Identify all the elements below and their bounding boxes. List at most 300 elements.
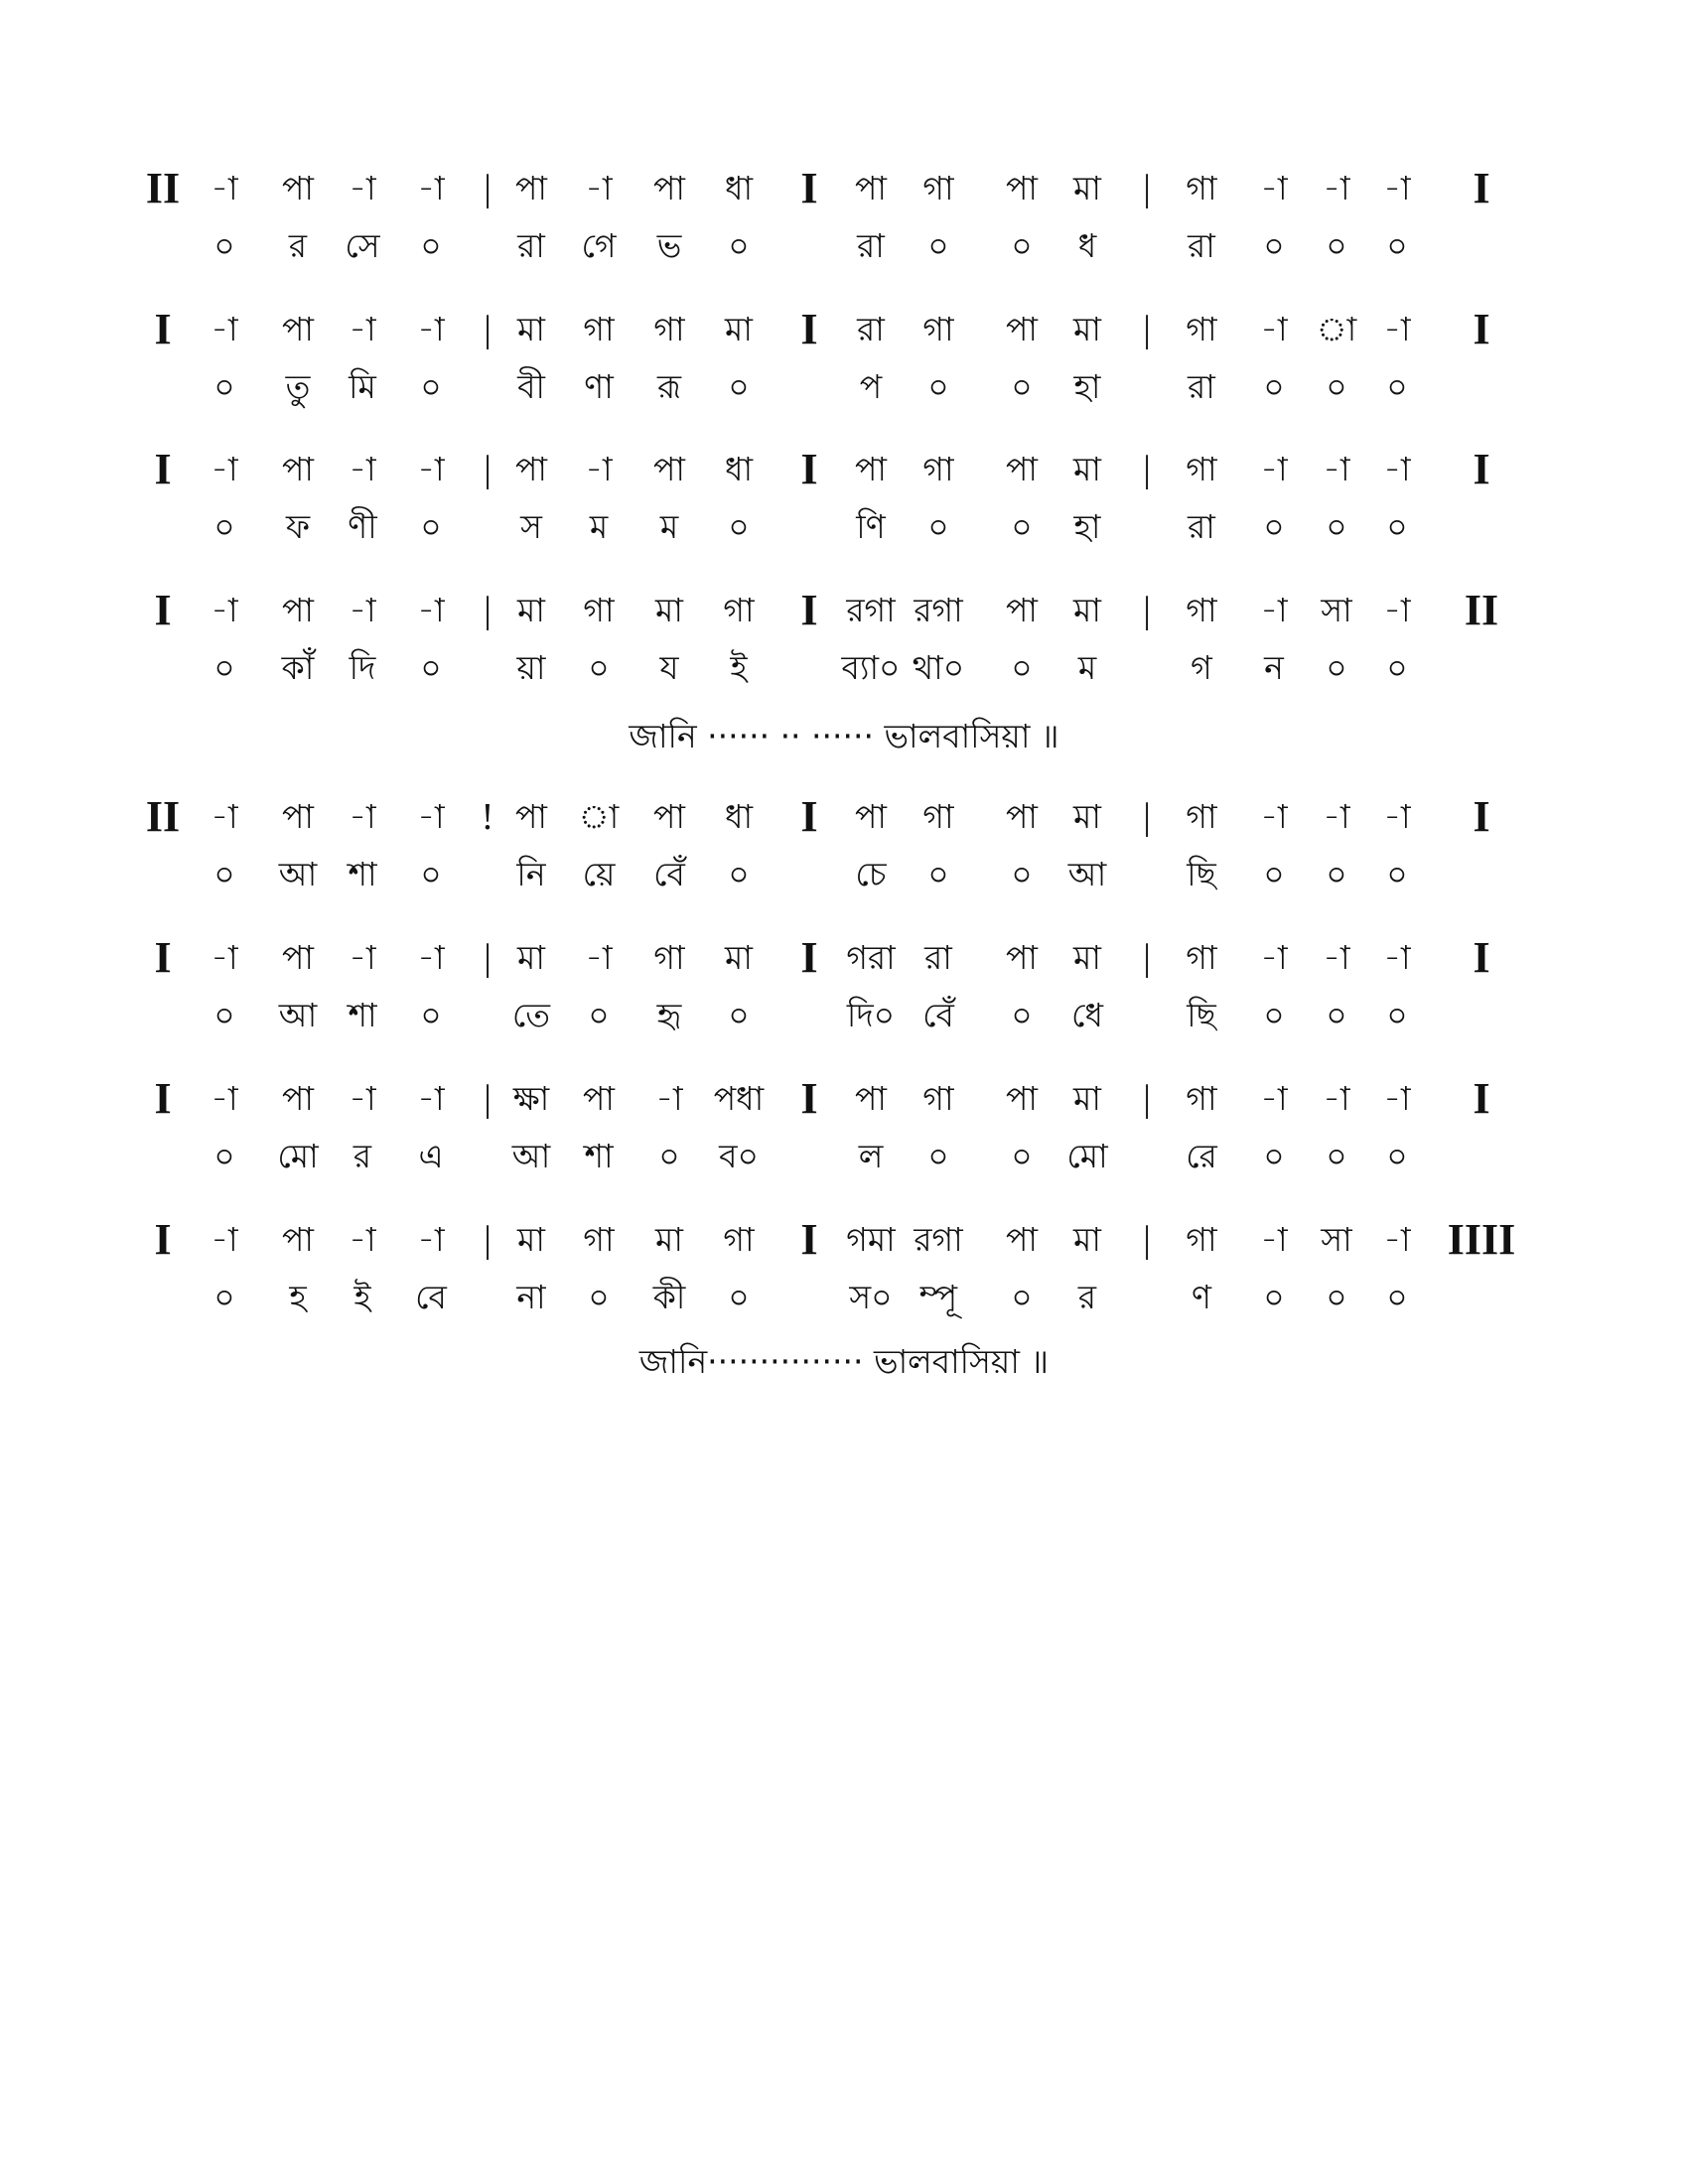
note-cell: I <box>1473 445 1490 493</box>
lyric-syllable: রা <box>1188 367 1215 406</box>
note-cell: গা <box>723 1220 755 1259</box>
note-cell: -া <box>1260 1079 1288 1118</box>
lyric-syllable: এ <box>418 1137 444 1175</box>
note-cell: -া <box>1260 938 1288 977</box>
note-cell: | <box>1143 937 1151 979</box>
note-cell: -া <box>349 1220 376 1259</box>
note-cell: গা <box>1186 450 1217 488</box>
notation-row <box>0 1069 1688 1129</box>
lyric-syllable: ভ <box>656 226 682 265</box>
note-cell: | <box>1143 590 1151 631</box>
lyric-syllable: ম <box>1077 648 1097 687</box>
lyric-syllable: চে <box>855 855 887 893</box>
lyric-syllable: ধ <box>1077 226 1097 265</box>
note-cell: -া <box>1260 310 1288 348</box>
lyric-syllable: ০ <box>420 367 442 406</box>
lyric-syllable: ০ <box>1386 1137 1408 1175</box>
lyric-syllable: ০ <box>420 648 442 687</box>
note-cell: -া <box>1383 938 1411 977</box>
lyric-syllable: প <box>859 367 883 406</box>
lyrics-row <box>0 216 1688 276</box>
note-cell: া <box>1316 310 1357 348</box>
lyric-syllable: সে <box>345 226 380 265</box>
note-cell: | <box>1143 1219 1151 1261</box>
lyric-syllable: ০ <box>1263 367 1285 406</box>
note-cell: পা <box>515 450 547 488</box>
lyric-syllable: রা <box>1188 507 1215 546</box>
note-cell: পা <box>515 169 547 207</box>
lyric-syllable: ০ <box>1326 1137 1347 1175</box>
note-cell: ! <box>481 796 494 838</box>
note-cell: গা <box>653 310 685 348</box>
lyric-syllable: ০ <box>1263 1137 1285 1175</box>
note-cell: পা <box>282 591 314 629</box>
note-cell: -া <box>417 450 445 488</box>
note-cell: -া <box>1323 797 1350 836</box>
note-cell: পা <box>653 797 685 836</box>
note-cell: | <box>1143 168 1151 209</box>
note-cell: I <box>154 1215 172 1264</box>
note-cell: I <box>154 445 172 493</box>
lyric-syllable: দি০ <box>846 996 896 1034</box>
lyric-syllable: তে <box>511 996 551 1034</box>
note-cell: ধা <box>724 450 754 488</box>
note-cell: ধা <box>724 797 754 836</box>
note-cell: -া <box>417 310 445 348</box>
note-cell: মা <box>1073 938 1101 977</box>
note-cell: -া <box>211 938 238 977</box>
lyric-syllable: মো <box>1066 1137 1108 1175</box>
notation-row <box>0 300 1688 359</box>
note-cell: IIII <box>1447 1215 1516 1264</box>
notation-row <box>0 581 1688 640</box>
note-cell: -া <box>211 450 238 488</box>
note-cell: পা <box>282 310 314 348</box>
note-cell: I <box>1473 1074 1490 1123</box>
note-cell: | <box>484 937 492 979</box>
lyrics-row <box>0 845 1688 904</box>
lyric-syllable: ০ <box>588 648 610 687</box>
note-cell: গা <box>583 1220 615 1259</box>
note-cell: -া <box>655 1079 683 1118</box>
lyric-syllable: ০ <box>213 507 235 546</box>
note-cell: গা <box>583 591 615 629</box>
lyric-syllable: ০ <box>1326 648 1347 687</box>
lyric-syllable: আ <box>278 855 318 893</box>
note-cell: I <box>1473 792 1490 841</box>
note-cell: -া <box>585 169 613 207</box>
note-cell: মা <box>725 938 753 977</box>
note-cell: -া <box>1323 450 1350 488</box>
lyrics-row <box>0 357 1688 417</box>
lyric-syllable: দি <box>349 648 376 687</box>
note-cell: গা <box>922 450 954 488</box>
lyric-syllable: ০ <box>1386 855 1408 893</box>
note-cell: -া <box>211 797 238 836</box>
lyric-syllable: ই <box>353 1278 371 1316</box>
note-cell: I <box>800 792 818 841</box>
note-cell: গা <box>1186 1079 1217 1118</box>
lyric-syllable: ০ <box>927 507 949 546</box>
note-cell: II <box>1464 586 1499 634</box>
note-cell: I <box>154 305 172 353</box>
note-cell: মা <box>1073 310 1101 348</box>
note-cell: -া <box>211 169 238 207</box>
lyric-syllable: রা <box>857 226 885 265</box>
lyric-syllable: ০ <box>1386 1278 1408 1316</box>
note-cell: মা <box>655 1220 683 1259</box>
note-cell: রা <box>924 938 952 977</box>
note-cell: I <box>154 1074 172 1123</box>
lyric-syllable: ০ <box>1263 1278 1285 1316</box>
note-cell: I <box>800 1215 818 1264</box>
note-cell: গা <box>1186 1220 1217 1259</box>
lyric-syllable: ০ <box>213 855 235 893</box>
lyric-syllable: ০ <box>213 1137 235 1175</box>
note-cell: -া <box>349 1079 376 1118</box>
lyric-syllable: স০ <box>849 1278 893 1316</box>
lyric-syllable: ০ <box>420 996 442 1034</box>
note-cell: গা <box>653 938 685 977</box>
note-cell: গা <box>922 797 954 836</box>
notation-row <box>0 787 1688 847</box>
note-cell: -া <box>1260 169 1288 207</box>
lyric-syllable: ০ <box>213 367 235 406</box>
lyric-syllable: মো <box>277 1137 319 1175</box>
note-cell: গা <box>583 310 615 348</box>
lyric-syllable: ন <box>1264 648 1284 687</box>
lyric-syllable: ০ <box>1263 855 1285 893</box>
note-cell: পা <box>653 450 685 488</box>
lyric-syllable: ০ <box>927 367 949 406</box>
note-cell: -া <box>585 938 613 977</box>
lyric-syllable: র <box>288 226 308 265</box>
lyric-syllable: আ <box>511 1137 551 1175</box>
note-cell: | <box>1143 1078 1151 1120</box>
note-cell: গমা <box>846 1220 896 1259</box>
note-cell: -া <box>349 938 376 977</box>
note-cell: পা <box>1006 310 1038 348</box>
lyric-syllable: ০ <box>1386 226 1408 265</box>
note-cell: পা <box>282 797 314 836</box>
lyric-syllable: ই <box>730 648 748 687</box>
note-cell: | <box>1143 309 1151 350</box>
lyric-syllable: ০ <box>588 1278 610 1316</box>
lyrics-row <box>0 1127 1688 1186</box>
note-cell: -া <box>1260 1220 1288 1259</box>
lyric-syllable: ০ <box>1326 996 1347 1034</box>
note-cell: -া <box>1260 797 1288 836</box>
lyric-syllable: আ <box>278 996 318 1034</box>
lyric-syllable: শা <box>348 996 377 1034</box>
lyric-syllable: ০ <box>213 1278 235 1316</box>
note-cell: পা <box>282 1079 314 1118</box>
note-cell: মা <box>1073 591 1101 629</box>
refrain-line-2: জানি··············· ভালবাসিয়া ॥ <box>638 1342 1050 1381</box>
lyric-syllable: গে <box>581 226 617 265</box>
lyric-syllable: ০ <box>420 507 442 546</box>
note-cell: পা <box>855 1079 887 1118</box>
lyric-syllable: ০ <box>927 855 949 893</box>
note-cell: -া <box>1383 1220 1411 1259</box>
note-cell: পা <box>855 797 887 836</box>
lyric-syllable: ০ <box>420 226 442 265</box>
notation-row <box>0 440 1688 499</box>
lyric-syllable: রা <box>517 226 545 265</box>
note-cell: -া <box>349 797 376 836</box>
note-cell: গরা <box>846 938 896 977</box>
note-cell: পা <box>1006 938 1038 977</box>
note-cell: -া <box>1323 169 1350 207</box>
note-cell: -া <box>1383 591 1411 629</box>
lyrics-row <box>0 986 1688 1045</box>
lyric-syllable: শা <box>584 1137 614 1175</box>
lyric-syllable: ০ <box>1011 226 1033 265</box>
note-cell: | <box>1143 796 1151 838</box>
note-cell: -া <box>1323 1079 1350 1118</box>
note-cell: | <box>484 590 492 631</box>
lyric-syllable: ফ <box>285 507 311 546</box>
note-cell: মা <box>517 310 545 348</box>
note-cell: -া <box>417 938 445 977</box>
note-cell: মা <box>1073 797 1101 836</box>
lyric-syllable: ০ <box>728 855 750 893</box>
lyrics-row <box>0 1268 1688 1327</box>
note-cell: | <box>1143 449 1151 490</box>
note-cell: মা <box>517 938 545 977</box>
lyric-syllable: র <box>1077 1278 1097 1316</box>
lyric-syllable: হৃ <box>656 996 682 1034</box>
lyric-syllable: ০ <box>1011 1278 1033 1316</box>
notation-row <box>0 159 1688 218</box>
note-cell: পা <box>1006 1079 1038 1118</box>
lyric-syllable: ০ <box>1263 996 1285 1034</box>
note-cell: -া <box>585 450 613 488</box>
note-cell: I <box>800 445 818 493</box>
lyric-syllable: ০ <box>1011 1137 1033 1175</box>
note-cell: রগা <box>846 591 896 629</box>
note-cell: ক্ষা <box>512 1079 550 1118</box>
lyric-syllable: ছি <box>1187 855 1216 893</box>
lyric-syllable: ০ <box>1011 507 1033 546</box>
lyric-syllable: ০ <box>1326 507 1347 546</box>
lyric-syllable: রূ <box>656 367 682 406</box>
note-cell: পা <box>282 450 314 488</box>
note-cell: মা <box>1073 1079 1101 1118</box>
refrain-line-1: জানি ······ ·· ······ ভালবাসিয়া ॥ <box>629 717 1059 755</box>
lyric-syllable: ০ <box>1326 855 1347 893</box>
note-cell: | <box>484 449 492 490</box>
lyric-syllable: ০ <box>728 996 750 1034</box>
note-cell: পা <box>1006 797 1038 836</box>
note-cell: -া <box>417 1220 445 1259</box>
lyric-syllable: শা <box>348 855 377 893</box>
lyric-syllable: ০ <box>213 226 235 265</box>
note-cell: -া <box>417 797 445 836</box>
lyric-syllable: আ <box>1067 855 1107 893</box>
note-cell: -া <box>1383 310 1411 348</box>
note-cell: গা <box>922 169 954 207</box>
note-cell: পা <box>855 450 887 488</box>
lyric-syllable: ০ <box>588 996 610 1034</box>
lyric-syllable: থা০ <box>912 648 965 687</box>
note-cell: সা <box>1321 1220 1352 1259</box>
notation-row <box>0 928 1688 988</box>
notation-row <box>0 1210 1688 1270</box>
note-cell: রগা <box>914 591 963 629</box>
note-cell: সা <box>1321 591 1352 629</box>
lyric-syllable: না <box>516 1278 546 1316</box>
note-cell: া <box>578 797 620 836</box>
note-cell: মা <box>1073 1220 1101 1259</box>
note-cell: I <box>1473 305 1490 353</box>
lyric-syllable: ০ <box>1263 226 1285 265</box>
lyric-syllable: ০ <box>1011 648 1033 687</box>
note-cell: I <box>1473 164 1490 212</box>
note-cell: I <box>800 1074 818 1123</box>
lyric-syllable: মি <box>349 367 376 406</box>
note-cell: II <box>145 792 181 841</box>
lyric-syllable: নি <box>516 855 546 893</box>
lyric-syllable: ণ <box>1192 1278 1211 1316</box>
note-cell: -া <box>417 591 445 629</box>
note-cell: পা <box>653 169 685 207</box>
note-cell: | <box>484 309 492 350</box>
lyric-syllable: ০ <box>213 996 235 1034</box>
note-cell: রা <box>857 310 885 348</box>
lyric-syllable: কী <box>652 1278 686 1316</box>
note-cell: গা <box>922 1079 954 1118</box>
note-cell: পধা <box>713 1079 765 1118</box>
lyric-syllable: ০ <box>1386 648 1408 687</box>
note-cell: -া <box>1323 938 1350 977</box>
lyric-syllable: য <box>659 648 679 687</box>
lyric-syllable: ০ <box>1326 1278 1347 1316</box>
note-cell: -া <box>417 1079 445 1118</box>
lyric-syllable: স <box>520 507 542 546</box>
lyric-syllable: ম <box>589 507 609 546</box>
lyric-syllable: বেঁ <box>922 996 954 1034</box>
lyric-syllable: ০ <box>728 507 750 546</box>
note-cell: | <box>484 1219 492 1261</box>
note-cell: গা <box>1186 169 1217 207</box>
lyric-syllable: ধে <box>1071 996 1103 1034</box>
lyric-syllable: ণা <box>584 367 614 406</box>
lyric-syllable: রা <box>1188 226 1215 265</box>
lyric-syllable: ০ <box>927 1137 949 1175</box>
lyric-syllable: ০ <box>728 367 750 406</box>
lyric-syllable: ০ <box>1386 367 1408 406</box>
note-cell: I <box>800 164 818 212</box>
note-cell: -া <box>1383 450 1411 488</box>
note-cell: পা <box>282 1220 314 1259</box>
lyric-syllable: ল <box>858 1137 884 1175</box>
note-cell: -া <box>349 591 376 629</box>
lyric-syllable: ০ <box>1326 367 1347 406</box>
note-cell: পা <box>1006 1220 1038 1259</box>
lyric-syllable: ব্যা০ <box>841 648 901 687</box>
note-cell: -া <box>349 310 376 348</box>
lyric-syllable: ০ <box>1263 507 1285 546</box>
note-cell: I <box>1473 933 1490 982</box>
note-cell: গা <box>1186 591 1217 629</box>
lyric-syllable: ব০ <box>719 1137 759 1175</box>
lyric-syllable: কাঁ <box>281 648 315 687</box>
note-cell: ধা <box>724 169 754 207</box>
lyric-syllable: ণী <box>348 507 377 546</box>
note-cell: রগা <box>914 1220 963 1259</box>
lyric-syllable: হ <box>289 1278 307 1316</box>
lyric-syllable: রে <box>1186 1137 1217 1175</box>
lyric-syllable: ণি <box>856 507 886 546</box>
note-cell: মা <box>655 591 683 629</box>
note-cell: পা <box>515 797 547 836</box>
lyric-syllable: ০ <box>1011 855 1033 893</box>
lyric-syllable: ০ <box>658 1137 680 1175</box>
lyric-syllable: ০ <box>1386 507 1408 546</box>
lyrics-row <box>0 497 1688 557</box>
note-cell: গা <box>1186 310 1217 348</box>
note-cell: -া <box>211 1079 238 1118</box>
note-cell: I <box>800 305 818 353</box>
note-cell: -া <box>211 591 238 629</box>
lyric-syllable: য়ে <box>582 855 616 893</box>
note-cell: মা <box>725 310 753 348</box>
lyric-syllable: ০ <box>1386 996 1408 1034</box>
lyric-syllable: ম <box>659 507 679 546</box>
lyric-syllable: ছি <box>1187 996 1216 1034</box>
note-cell: গা <box>1186 797 1217 836</box>
lyric-syllable: ০ <box>1326 226 1347 265</box>
note-cell: গা <box>723 591 755 629</box>
note-cell: পা <box>1006 591 1038 629</box>
lyric-syllable: বেঁ <box>653 855 685 893</box>
note-cell: -া <box>1383 797 1411 836</box>
lyric-syllable: ০ <box>927 226 949 265</box>
note-cell: -া <box>417 169 445 207</box>
note-cell: II <box>145 164 181 212</box>
lyric-syllable: য়া <box>516 648 546 687</box>
note-cell: -া <box>1383 169 1411 207</box>
note-cell: মা <box>517 591 545 629</box>
lyric-syllable: ০ <box>420 855 442 893</box>
note-cell: গা <box>1186 938 1217 977</box>
lyric-syllable: র <box>352 1137 372 1175</box>
note-cell: I <box>800 586 818 634</box>
note-cell: -া <box>349 169 376 207</box>
note-cell: | <box>484 168 492 209</box>
note-cell: মা <box>517 1220 545 1259</box>
note-cell: -া <box>211 310 238 348</box>
note-cell: -া <box>1260 591 1288 629</box>
note-cell: মা <box>1073 169 1101 207</box>
lyric-syllable: গ <box>1191 648 1212 687</box>
note-cell: মা <box>1073 450 1101 488</box>
note-cell: পা <box>1006 450 1038 488</box>
note-cell: I <box>154 933 172 982</box>
lyric-syllable: ০ <box>213 648 235 687</box>
note-cell: পা <box>583 1079 615 1118</box>
lyric-syllable: ম্পূ <box>918 1278 958 1316</box>
note-cell: পা <box>855 169 887 207</box>
note-cell: -া <box>211 1220 238 1259</box>
note-cell: পা <box>282 169 314 207</box>
note-cell: পা <box>282 938 314 977</box>
lyric-syllable: ০ <box>1011 367 1033 406</box>
lyric-syllable: ০ <box>728 1278 750 1316</box>
note-cell: পা <box>1006 169 1038 207</box>
lyric-syllable: ০ <box>1011 996 1033 1034</box>
